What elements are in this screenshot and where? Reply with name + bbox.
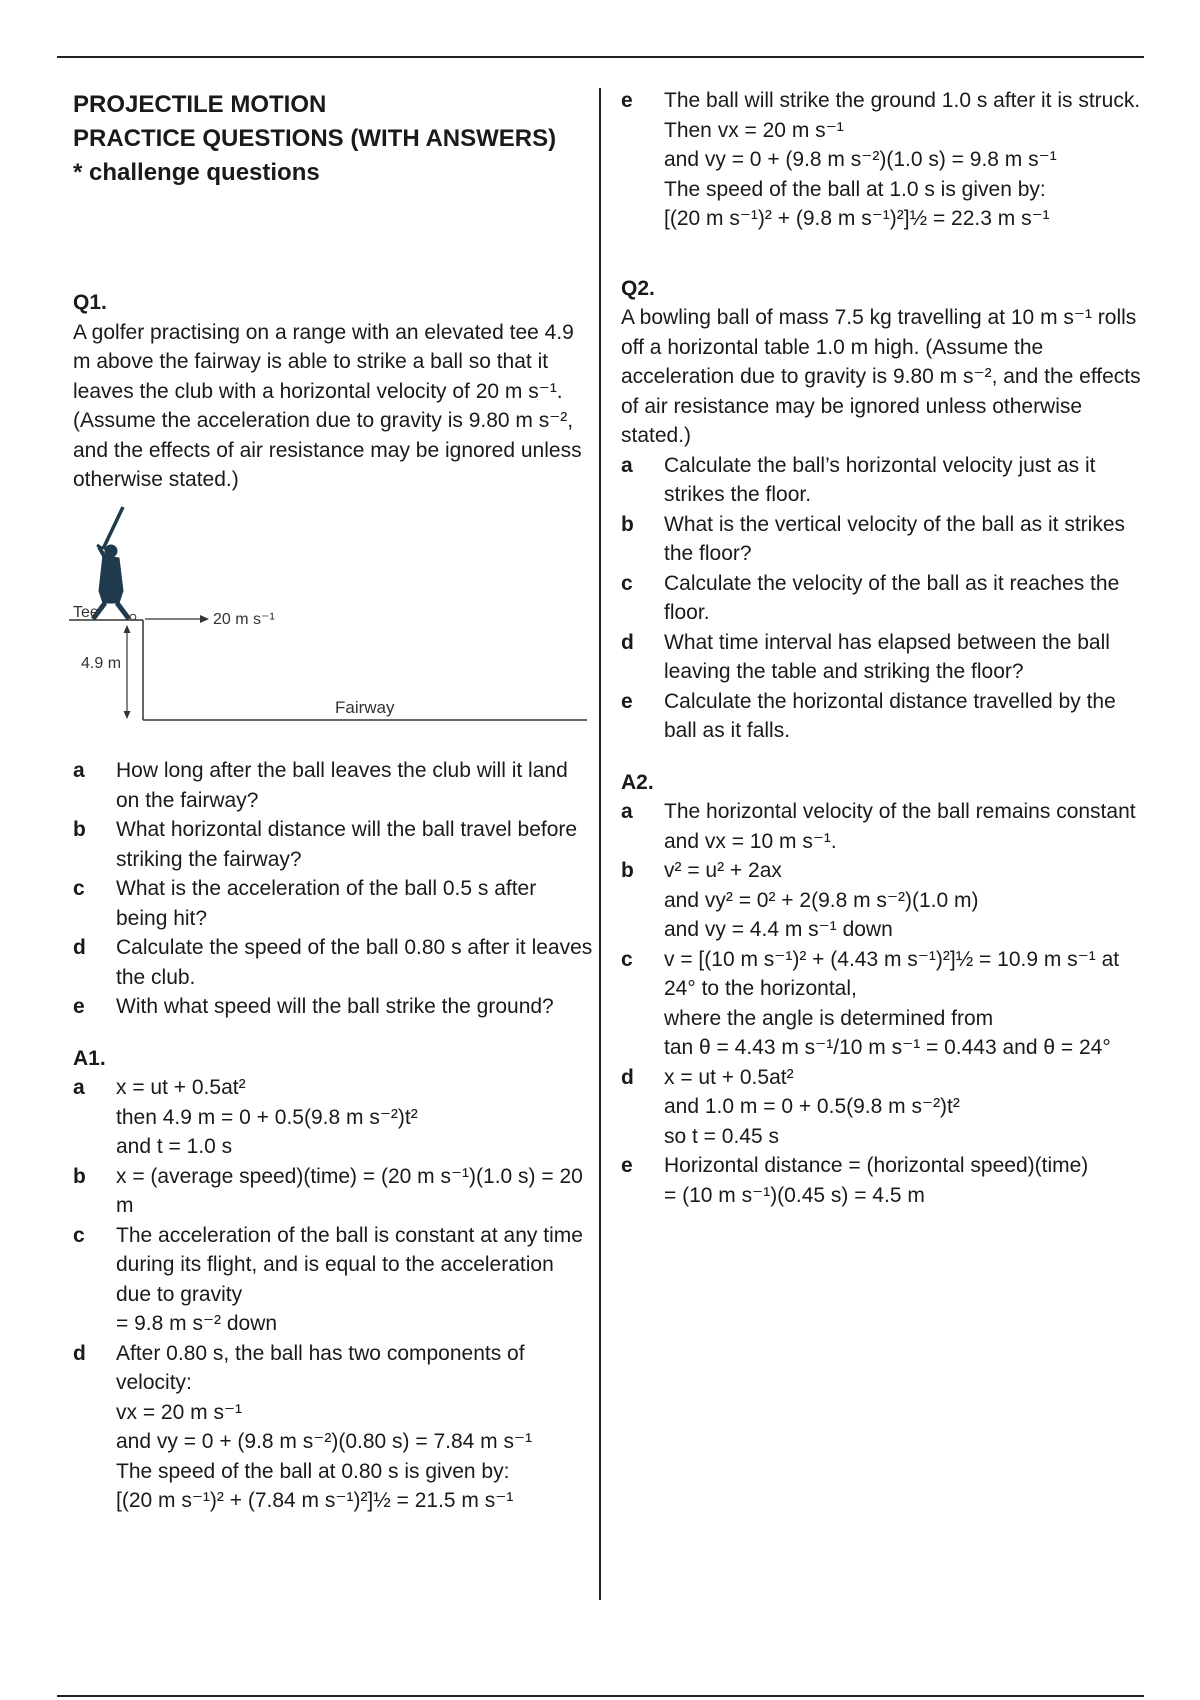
- q1-part-d-label: d: [73, 936, 86, 959]
- a1-e-line3: and vy = 0 + (9.8 m s⁻²)(1.0 s) = 9.8 m s⁻¹: [664, 148, 1057, 171]
- a2-c-line1: v = [(10 m s⁻¹)² + (4.43 m s⁻¹)²]½ = 10.9 m s⁻¹ at 24° to the horizontal,: [664, 947, 1120, 1000]
- a2-part-c: [621, 945, 1141, 1063]
- a1-part-b: [73, 1162, 593, 1221]
- q1-part-b-text: What horizontal distance will the ball travel before striking the fairway?: [116, 818, 578, 871]
- a1-e-line2: Then vx = 20 m s⁻¹: [664, 118, 844, 142]
- a1-heading: A1.: [73, 1046, 106, 1070]
- a2-part-e-label: e: [621, 1154, 633, 1177]
- a1-part-d-label: d: [73, 1341, 86, 1365]
- right-column: [621, 86, 1141, 1210]
- a2-b-line3: and vy = 4.4 m s⁻¹ down: [664, 918, 893, 941]
- a1-a-line1: x = ut + 0.5at²: [116, 1076, 246, 1099]
- a2-e-line2: = (10 m s⁻¹)(0.45 s) = 4.5 m: [664, 1183, 925, 1207]
- q2-part-a: [621, 451, 1141, 510]
- a1-b-text: x = (average speed)(time) = (20 m s⁻¹)(1.0 s) = 20 m: [116, 1164, 583, 1217]
- a1-part-a: [73, 1073, 593, 1162]
- q2-part-e-label: e: [621, 689, 633, 713]
- q2-part-a-label: a: [621, 453, 633, 477]
- velocity-arrowhead: [200, 615, 209, 623]
- q2-part-c-label: c: [621, 571, 633, 595]
- tee-label: Tee: [73, 603, 99, 621]
- a1-c-line2: = 9.8 m s⁻² down: [116, 1312, 278, 1335]
- a2-part-d: [621, 1063, 1141, 1152]
- a2-c-line3: tan θ = 4.43 m s⁻¹/10 m s⁻¹ = 0.443 and θ = 24°: [664, 1036, 1111, 1059]
- q1-part-e-label: e: [73, 995, 85, 1018]
- q2-part-e: [621, 687, 1141, 746]
- height-arrow-bottom: [124, 711, 131, 719]
- a1-a-line3: and t = 1.0 s: [116, 1135, 233, 1158]
- a2-part-c-label: c: [621, 947, 633, 971]
- a2-a-text: The horizontal velocity of the ball remains constant and vx = 10 m s⁻¹.: [664, 800, 1136, 853]
- q1-part-a-text: How long after the ball leaves the club will it land on the fairway?: [116, 759, 568, 812]
- a1-c-line1: The acceleration of the ball is constant at any time during its flight, and is equal to the acceleration due to gravity: [116, 1223, 583, 1306]
- a1-part-e: [621, 86, 1141, 234]
- a2-d-line2: and 1.0 m = 0 + 0.5(9.8 m s⁻²)t²: [664, 1095, 960, 1118]
- q1-part-e: [73, 992, 593, 1022]
- a2-part-b-label: b: [621, 859, 634, 882]
- a1-e-line1: The ball will strike the ground 1.0 s after it is struck.: [664, 89, 1141, 112]
- q2-part-b: [621, 510, 1141, 569]
- q1-part-c: [73, 874, 593, 933]
- a1-part-a-label: a: [73, 1076, 85, 1099]
- a1-d-line2: vx = 20 m s⁻¹: [116, 1400, 243, 1424]
- q1-part-e-text: With what speed will the ball strike the ground?: [116, 995, 554, 1018]
- a2-c-line2: where the angle is determined from: [664, 1006, 994, 1030]
- top-rule: [57, 56, 1144, 58]
- q2-part-c-text: Calculate the velocity of the ball as it reaches the floor.: [664, 571, 1120, 624]
- a2-d-line1: x = ut + 0.5at²: [664, 1065, 794, 1089]
- a2-b-line1: v² = u² + 2ax: [664, 859, 782, 882]
- a1-e-line4: The speed of the ball at 1.0 s is given by:: [664, 177, 1046, 201]
- a1-e-line5: [(20 m s⁻¹)² + (9.8 m s⁻¹)²]½ = 22.3 m s⁻¹: [664, 207, 1050, 230]
- challenge-note: * challenge questions: [73, 159, 320, 186]
- q2-part-e-text: Calculate the horizontal distance travelled by the ball as it falls.: [664, 689, 1116, 742]
- q1-part-a-label: a: [73, 759, 85, 782]
- height-label: 4.9 m: [81, 654, 122, 672]
- velocity-label: 20 m s⁻¹: [213, 610, 275, 628]
- a1-part-c-label: c: [73, 1223, 85, 1247]
- a1-d-line3: and vy = 0 + (9.8 m s⁻²)(0.80 s) = 7.84 m s⁻¹: [116, 1430, 533, 1453]
- q2-part-b-label: b: [621, 512, 634, 536]
- a2-part-d-label: d: [621, 1065, 634, 1089]
- a1-part-c: [73, 1221, 593, 1339]
- a1-d-line4: The speed of the ball at 0.80 s is given by:: [116, 1459, 510, 1483]
- a1-part-b-label: b: [73, 1164, 86, 1188]
- page-title: PROJECTILE MOTION: [73, 91, 327, 118]
- q1-part-c-label: c: [73, 877, 85, 900]
- a1-a-line2: then 4.9 m = 0 + 0.5(9.8 m s⁻²)t²: [116, 1105, 418, 1129]
- golfer-icon: [93, 507, 129, 619]
- q1-part-b: [73, 815, 593, 874]
- a2-b-line2: and vy² = 0² + 2(9.8 m s⁻²)(1.0 m): [664, 888, 979, 912]
- a2-part-e: [621, 1151, 1141, 1210]
- q2-part-d-label: d: [621, 630, 634, 654]
- q2-part-a-text: Calculate the ball’s horizontal velocity just as it strikes the floor.: [664, 453, 1096, 506]
- q1-part-a: [73, 756, 593, 815]
- q2-part-d: [621, 628, 1141, 687]
- height-arrow-top: [124, 625, 131, 633]
- q1-part-c-text: What is the acceleration of the ball 0.5 s after being hit?: [116, 877, 537, 930]
- column-divider: [599, 88, 601, 1600]
- q1-part-b-label: b: [73, 818, 86, 841]
- a1-d-line5: [(20 m s⁻¹)² + (7.84 m s⁻¹)²]½ = 21.5 m s⁻¹: [116, 1489, 514, 1512]
- page-subtitle: PRACTICE QUESTIONS (WITH ANSWERS): [73, 125, 557, 152]
- q2-heading: Q2.: [621, 276, 655, 300]
- golf-ball: [130, 614, 136, 620]
- a1-d-line1: After 0.80 s, the ball has two components of velocity:: [116, 1341, 525, 1394]
- a1-part-d: [73, 1339, 593, 1516]
- q2-part-d-text: What time interval has elapsed between the ball leaving the table and striking the floor?: [664, 630, 1110, 683]
- q1-part-d-text: Calculate the speed of the ball 0.80 s after it leaves the club.: [116, 936, 593, 989]
- left-column: [73, 88, 593, 1516]
- a2-part-a: [621, 797, 1141, 856]
- q1-part-d: [73, 933, 593, 992]
- q2-part-c: [621, 569, 1141, 628]
- bottom-rule: [57, 1695, 1144, 1697]
- q1-heading: Q1.: [73, 291, 107, 314]
- q1-intro: A golfer practising on a range with an elevated tee 4.9 m above the fairway is able to strike a ball so that it leaves the club with a horizontal velocity of 20 m s⁻¹. (Assume the acceleration due to gravity is 9.80 m s⁻², and the effects of air resistance may be ignored unless otherwise stated.): [73, 320, 582, 491]
- q2-intro: A bowling ball of mass 7.5 kg travelling at 10 m s⁻¹ rolls off a horizontal table 1.0 m high. (Assume the acceleration due to gravity is 9.80 m s⁻², and the effects of air resistance may be ignored unless otherwise stated.): [621, 306, 1141, 447]
- a2-heading: A2.: [621, 770, 654, 794]
- q2-part-b-text: What is the vertical velocity of the ball as it strikes the floor?: [664, 512, 1126, 565]
- a2-part-b: [621, 856, 1141, 945]
- fairway-label: Fairway: [335, 697, 395, 717]
- a2-part-a-label: a: [621, 800, 633, 823]
- a2-d-line3: so t = 0.45 s: [664, 1124, 779, 1148]
- a2-e-line1: Horizontal distance = (horizontal speed)(time): [664, 1154, 1089, 1177]
- golfer-diagram: [69, 503, 589, 738]
- a1-part-e-label: e: [621, 89, 633, 112]
